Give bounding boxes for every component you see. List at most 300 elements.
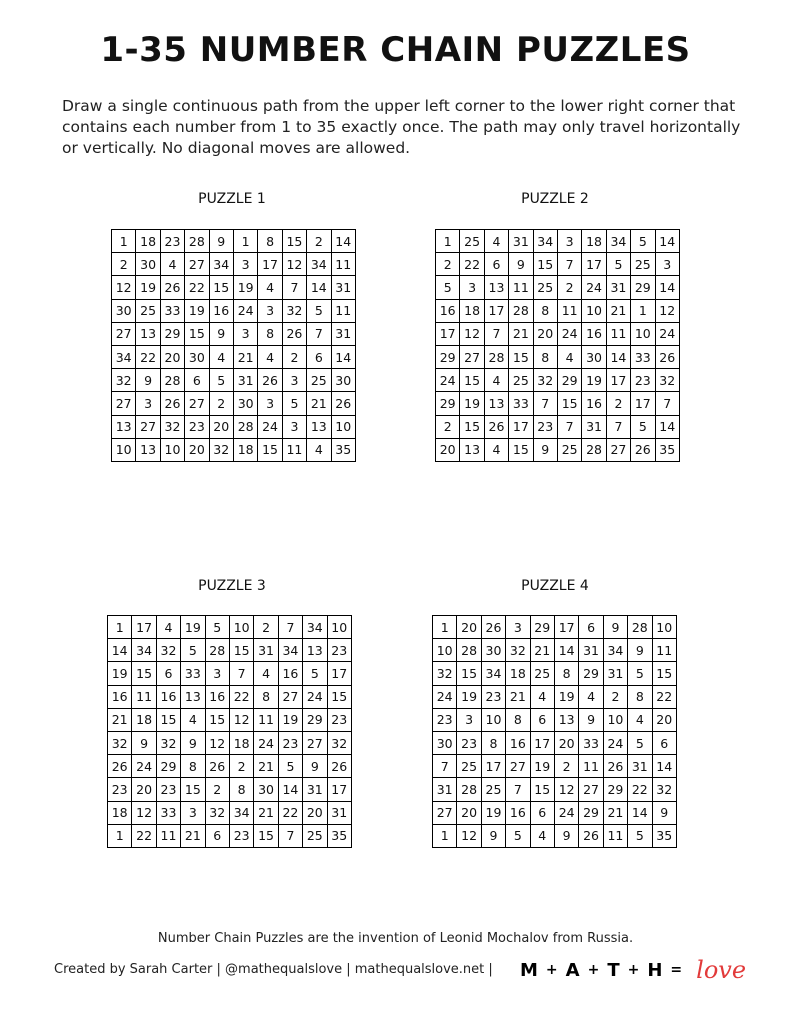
grid-cell: 13 [554,708,578,731]
grid-cell: 19 [233,276,257,299]
grid-cell: 32 [282,299,306,322]
grid-cell: 9 [209,322,233,345]
grid-cell: 17 [509,415,533,438]
grid-cell: 24 [233,299,257,322]
grid-cell: 1 [233,230,257,253]
grid-cell: 11 [509,276,533,299]
grid-cell: 4 [181,708,205,731]
grid-cell: 4 [579,685,603,708]
grid-cell: 11 [557,299,581,322]
brand-logo [520,955,746,985]
grid-cell: 21 [181,824,205,847]
grid-cell: 20 [652,708,676,731]
grid-cell: 17 [327,662,351,685]
grid-cell: 26 [258,369,282,392]
grid-cell: 24 [303,685,327,708]
grid-cell: 9 [136,369,160,392]
grid-cell: 22 [278,801,302,824]
grid-cell: 26 [331,392,355,415]
grid-cell: 21 [530,639,554,662]
grid-cell: 7 [557,253,581,276]
grid-cell: 9 [652,801,676,824]
grid-cell: 31 [582,415,606,438]
grid-cell: 25 [631,253,655,276]
grid-cell: 13 [136,438,160,461]
grid-cell: 26 [327,755,351,778]
grid-cell: 12 [112,276,136,299]
grid-cell: 25 [509,369,533,392]
grid-cell: 17 [606,369,630,392]
grid-cell: 34 [307,253,331,276]
grid-cell: 7 [433,755,457,778]
grid-cell: 12 [655,299,679,322]
grid-cell: 8 [554,662,578,685]
grid-row [436,415,680,438]
grid-cell: 20 [457,801,481,824]
grid-cell: 10 [160,438,184,461]
grid-row [433,616,677,639]
grid-cell: 17 [436,322,460,345]
grid-row [436,299,680,322]
grid-cell: 3 [258,299,282,322]
grid-cell: 18 [132,708,156,731]
grid-cell: 29 [156,755,180,778]
grid-cell: 6 [579,616,603,639]
grid-row [108,778,352,801]
grid-cell: 21 [506,685,530,708]
grid-row [433,755,677,778]
grid-cell: 25 [557,438,581,461]
grid-row [436,322,680,345]
grid-cell: 7 [557,415,581,438]
grid-cell: 8 [533,299,557,322]
grid-cell: 29 [530,616,554,639]
grid-cell: 23 [533,415,557,438]
grid-cell: 28 [582,438,606,461]
grid-cell: 13 [307,415,331,438]
grid-row [112,299,356,322]
grid-cell: 5 [506,824,530,847]
grid-cell: 15 [509,438,533,461]
grid-cell: 12 [229,708,253,731]
grid-cell: 19 [582,369,606,392]
grid-cell: 32 [433,662,457,685]
grid-cell: 17 [631,392,655,415]
grid-cell: 27 [185,253,209,276]
grid-cell: 31 [628,755,652,778]
grid-cell: 15 [327,685,351,708]
grid-row [112,438,356,461]
grid-cell: 16 [209,299,233,322]
grid-row [436,253,680,276]
grid-row [436,369,680,392]
grid-cell: 11 [606,322,630,345]
grid-cell: 6 [185,369,209,392]
grid-cell: 6 [205,824,229,847]
grid-cell: 9 [481,824,505,847]
grid-cell: 20 [533,322,557,345]
grid-cell: 29 [557,369,581,392]
grid-cell: 28 [484,345,508,368]
grid-cell: 31 [433,778,457,801]
grid-cell: 28 [457,778,481,801]
grid-cell: 23 [481,685,505,708]
grid-cell: 3 [282,415,306,438]
grid-cell: 11 [331,253,355,276]
grid-cell: 24 [557,322,581,345]
grid-cell: 30 [136,253,160,276]
grid-cell: 18 [582,230,606,253]
grid-cell: 2 [436,415,460,438]
grid-cell: 6 [530,801,554,824]
grid-cell: 11 [132,685,156,708]
grid-cell: 8 [258,230,282,253]
puzzle-grid-1 [111,229,356,462]
grid-cell: 21 [254,801,278,824]
grid-cell: 34 [606,230,630,253]
grid-cell: 34 [603,639,627,662]
grid-row [433,801,677,824]
grid-cell: 10 [327,616,351,639]
grid-cell: 22 [229,685,253,708]
grid-cell: 15 [460,415,484,438]
grid-cell: 18 [460,299,484,322]
grid-cell: 30 [481,639,505,662]
grid-cell: 17 [481,755,505,778]
puzzle-label: PUZZLE 2 [521,191,589,207]
puzzle-grid-3 [107,615,352,848]
grid-cell: 15 [254,824,278,847]
grid-cell: 19 [136,276,160,299]
grid-cell: 4 [254,662,278,685]
grid-cell: 30 [582,345,606,368]
grid-cell: 23 [160,230,184,253]
grid-cell: 15 [460,369,484,392]
grid-cell: 34 [209,253,233,276]
grid-cell: 22 [136,345,160,368]
grid-cell: 29 [579,662,603,685]
grid-cell: 2 [229,755,253,778]
grid-cell: 25 [136,299,160,322]
puzzle-grid-4 [432,615,677,848]
grid-cell: 9 [554,824,578,847]
grid-cell: 7 [606,415,630,438]
grid-cell: 3 [282,369,306,392]
grid-row [436,276,680,299]
brand-plus: + [587,962,600,978]
grid-cell: 20 [303,801,327,824]
grid-cell: 21 [108,708,132,731]
grid-cell: 25 [460,230,484,253]
grid-cell: 15 [258,438,282,461]
grid-cell: 34 [481,662,505,685]
grid-cell: 20 [209,415,233,438]
grid-cell: 18 [136,230,160,253]
grid-cell: 4 [530,685,554,708]
grid-cell: 3 [557,230,581,253]
grid-cell: 12 [132,801,156,824]
grid-row [108,616,352,639]
grid-cell: 12 [460,322,484,345]
grid-cell: 28 [205,639,229,662]
grid-cell: 28 [509,299,533,322]
grid-cell: 4 [307,438,331,461]
grid-cell: 35 [655,438,679,461]
grid-cell: 27 [303,731,327,754]
grid-row [108,801,352,824]
grid-cell: 9 [509,253,533,276]
grid-cell: 15 [533,253,557,276]
grid-cell: 11 [579,755,603,778]
grid-cell: 35 [327,824,351,847]
grid-cell: 22 [185,276,209,299]
grid-cell: 15 [282,230,306,253]
grid-cell: 19 [185,299,209,322]
grid-cell: 3 [655,253,679,276]
grid-cell: 31 [303,778,327,801]
grid-cell: 32 [533,369,557,392]
grid-cell: 17 [484,299,508,322]
grid-cell: 16 [582,322,606,345]
grid-cell: 24 [132,755,156,778]
grid-cell: 12 [205,731,229,754]
grid-cell: 18 [229,731,253,754]
brand-equals: = [670,962,683,978]
grid-cell: 14 [652,755,676,778]
grid-cell: 7 [282,276,306,299]
grid-cell: 9 [181,731,205,754]
grid-cell: 1 [112,230,136,253]
grid-cell: 30 [331,369,355,392]
grid-cell: 20 [160,345,184,368]
grid-cell: 1 [108,616,132,639]
grid-cell: 24 [436,369,460,392]
grid-cell: 16 [108,685,132,708]
grid-cell: 7 [484,322,508,345]
grid-cell: 14 [628,801,652,824]
grid-cell: 30 [112,299,136,322]
grid-cell: 15 [229,639,253,662]
grid-row [112,276,356,299]
grid-cell: 24 [582,276,606,299]
grid-cell: 15 [457,662,481,685]
grid-cell: 16 [156,685,180,708]
grid-row [112,415,356,438]
grid-cell: 33 [631,345,655,368]
grid-cell: 19 [554,685,578,708]
grid-cell: 5 [205,616,229,639]
grid-cell: 23 [327,639,351,662]
grid-cell: 29 [160,322,184,345]
grid-cell: 23 [185,415,209,438]
grid-cell: 27 [433,801,457,824]
grid-cell: 13 [136,322,160,345]
grid-cell: 16 [436,299,460,322]
grid-cell: 7 [278,616,302,639]
grid-cell: 4 [530,824,554,847]
grid-cell: 4 [258,345,282,368]
grid-cell: 30 [233,392,257,415]
grid-cell: 33 [160,299,184,322]
brand-plus: + [627,962,640,978]
grid-cell: 17 [258,253,282,276]
grid-cell: 20 [132,778,156,801]
grid-cell: 7 [533,392,557,415]
creator-credit: Created by Sarah Carter | @mathequalslove | mathequalslove.net | [54,962,493,977]
grid-row [108,685,352,708]
grid-cell: 8 [533,345,557,368]
grid-cell: 9 [603,616,627,639]
grid-cell: 21 [603,801,627,824]
grid-row [433,708,677,731]
grid-cell: 32 [205,801,229,824]
grid-cell: 25 [457,755,481,778]
grid-cell: 2 [209,392,233,415]
grid-cell: 5 [181,639,205,662]
grid-cell: 15 [181,778,205,801]
grid-cell: 9 [579,708,603,731]
grid-cell: 26 [484,415,508,438]
grid-row [433,685,677,708]
grid-cell: 33 [181,662,205,685]
grid-cell: 3 [233,253,257,276]
grid-cell: 31 [509,230,533,253]
grid-cell: 25 [307,369,331,392]
grid-cell: 23 [229,824,253,847]
grid-cell: 8 [254,685,278,708]
grid-cell: 5 [631,415,655,438]
grid-cell: 3 [205,662,229,685]
grid-cell: 21 [254,755,278,778]
grid-cell: 5 [631,230,655,253]
grid-cell: 31 [327,801,351,824]
grid-cell: 27 [579,778,603,801]
grid-cell: 9 [209,230,233,253]
grid-row [108,708,352,731]
brand-letter: H [647,959,663,981]
grid-row [433,778,677,801]
grid-cell: 26 [631,438,655,461]
grid-cell: 13 [484,276,508,299]
grid-cell: 31 [233,369,257,392]
grid-cell: 19 [457,685,481,708]
grid-cell: 24 [433,685,457,708]
puzzle-grid-2 [435,229,680,462]
grid-cell: 1 [433,616,457,639]
grid-row [433,662,677,685]
grid-cell: 33 [579,731,603,754]
grid-cell: 15 [205,708,229,731]
grid-cell: 19 [460,392,484,415]
grid-cell: 33 [156,801,180,824]
grid-cell: 10 [603,708,627,731]
grid-row [433,639,677,662]
grid-cell: 24 [254,731,278,754]
grid-cell: 35 [331,438,355,461]
grid-cell: 9 [628,639,652,662]
grid-row [108,639,352,662]
grid-cell: 8 [258,322,282,345]
grid-cell: 11 [156,824,180,847]
grid-cell: 14 [108,639,132,662]
grid-cell: 14 [554,639,578,662]
grid-cell: 19 [108,662,132,685]
grid-cell: 15 [209,276,233,299]
grid-cell: 20 [436,438,460,461]
grid-row [433,824,677,847]
grid-cell: 9 [303,755,327,778]
grid-cell: 1 [108,824,132,847]
grid-cell: 8 [481,731,505,754]
grid-cell: 10 [582,299,606,322]
grid-cell: 12 [457,824,481,847]
grid-cell: 24 [655,322,679,345]
grid-cell: 34 [229,801,253,824]
grid-cell: 5 [307,299,331,322]
grid-cell: 26 [282,322,306,345]
grid-row [108,662,352,685]
grid-row [436,230,680,253]
grid-row [436,392,680,415]
grid-cell: 32 [209,438,233,461]
grid-cell: 14 [278,778,302,801]
grid-cell: 34 [112,345,136,368]
grid-cell: 23 [156,778,180,801]
grid-cell: 31 [331,276,355,299]
grid-cell: 16 [506,731,530,754]
grid-cell: 21 [233,345,257,368]
grid-cell: 6 [530,708,554,731]
brand-love-script: love [696,956,747,984]
grid-cell: 14 [606,345,630,368]
grid-cell: 15 [557,392,581,415]
grid-cell: 7 [229,662,253,685]
grid-cell: 4 [484,438,508,461]
grid-cell: 11 [254,708,278,731]
grid-cell: 13 [112,415,136,438]
grid-cell: 26 [108,755,132,778]
grid-cell: 17 [132,616,156,639]
grid-cell: 14 [655,276,679,299]
grid-cell: 5 [606,253,630,276]
grid-cell: 16 [506,801,530,824]
grid-cell: 2 [554,755,578,778]
grid-cell: 33 [509,392,533,415]
grid-cell: 31 [331,322,355,345]
grid-cell: 18 [506,662,530,685]
grid-cell: 14 [331,230,355,253]
grid-cell: 7 [655,392,679,415]
grid-cell: 32 [156,731,180,754]
grid-cell: 3 [460,276,484,299]
grid-cell: 11 [331,299,355,322]
grid-cell: 32 [108,731,132,754]
grid-cell: 23 [631,369,655,392]
grid-cell: 1 [631,299,655,322]
grid-cell: 27 [136,415,160,438]
grid-cell: 29 [436,392,460,415]
grid-cell: 24 [603,731,627,754]
grid-row [112,345,356,368]
grid-cell: 32 [327,731,351,754]
grid-cell: 15 [509,345,533,368]
grid-cell: 15 [530,778,554,801]
grid-cell: 30 [433,731,457,754]
grid-cell: 23 [108,778,132,801]
grid-cell: 23 [327,708,351,731]
grid-cell: 2 [205,778,229,801]
grid-cell: 27 [112,392,136,415]
